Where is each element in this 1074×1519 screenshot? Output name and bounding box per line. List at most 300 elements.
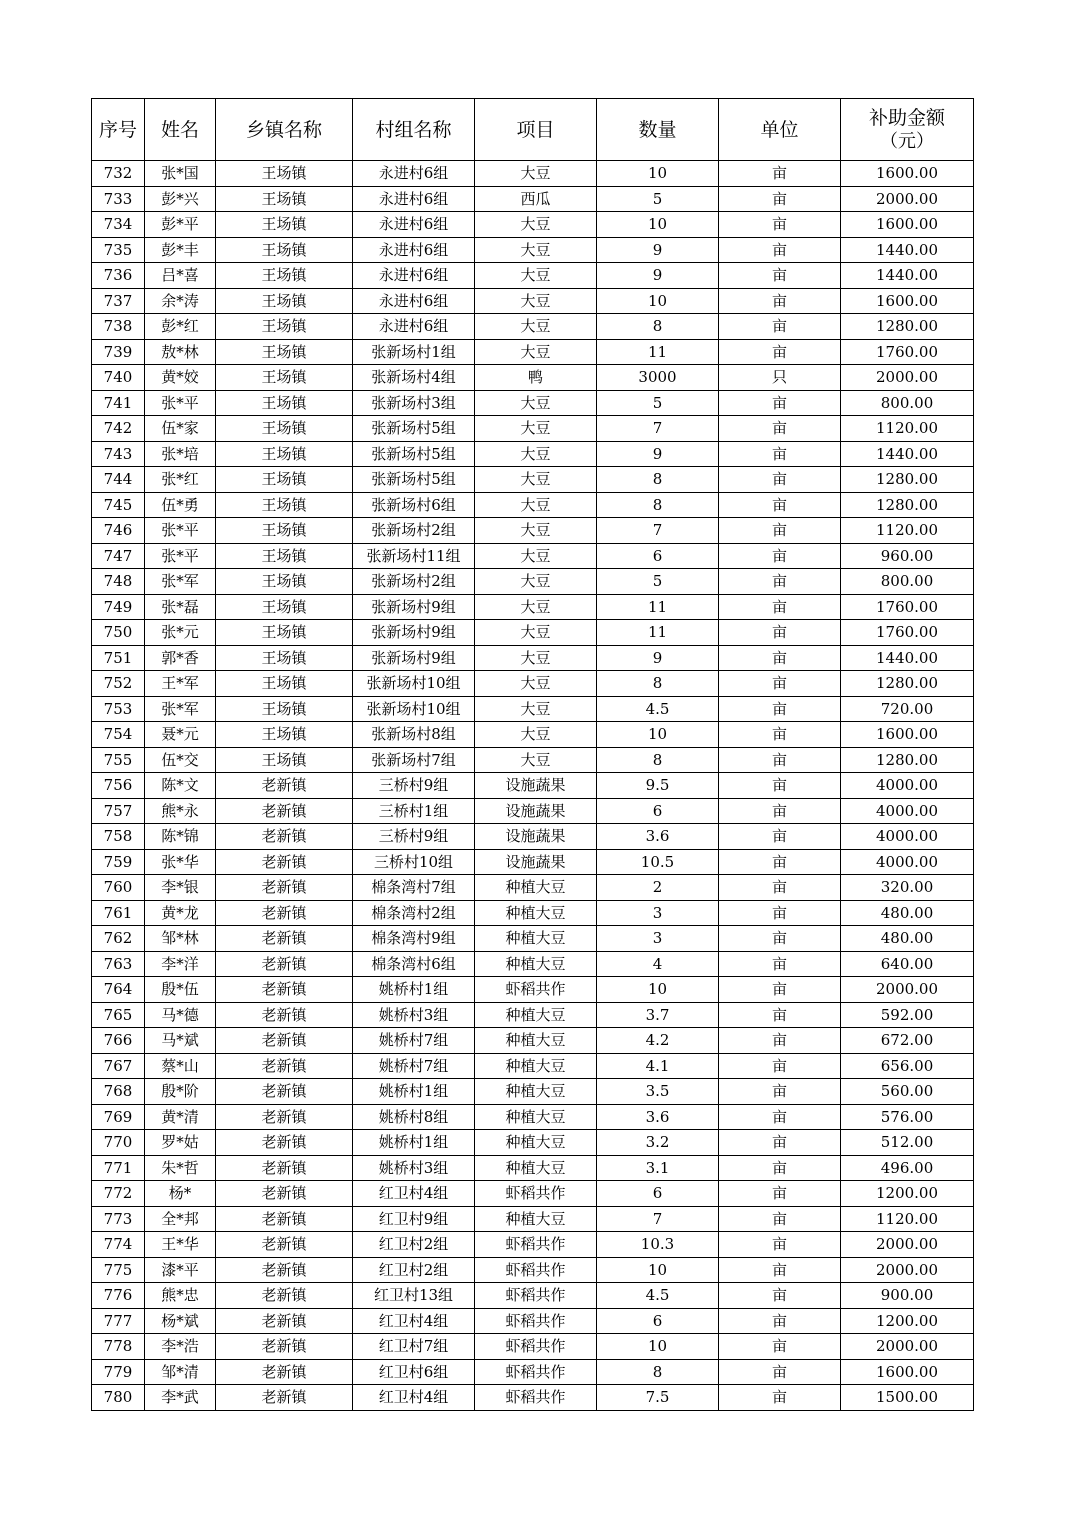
- table-row: [92, 288, 974, 314]
- cell-unit: 亩: [719, 849, 841, 875]
- cell-project: 虾稻共作: [475, 1359, 597, 1385]
- cell-village: 红卫村2组: [353, 1257, 475, 1283]
- cell-quantity: 8: [597, 747, 719, 773]
- cell-project: 大豆: [475, 237, 597, 263]
- cell-project: 大豆: [475, 594, 597, 620]
- table-row: [92, 798, 974, 824]
- cell-amount: 2000.00: [841, 977, 974, 1003]
- cell-unit: 亩: [719, 696, 841, 722]
- cell-village: 张新场村5组: [353, 467, 475, 493]
- cell-village: 红卫村7组: [353, 1334, 475, 1360]
- cell-project: 种植大豆: [475, 1079, 597, 1105]
- cell-index: 776: [92, 1283, 145, 1309]
- cell-index: 746: [92, 518, 145, 544]
- cell-name: 张*元: [145, 620, 216, 646]
- cell-village: 红卫村2组: [353, 1232, 475, 1258]
- cell-town: 老新镇: [216, 1232, 353, 1258]
- cell-project: 虾稻共作: [475, 1334, 597, 1360]
- cell-quantity: 5: [597, 186, 719, 212]
- cell-project: 大豆: [475, 696, 597, 722]
- cell-quantity: 9: [597, 263, 719, 289]
- cell-town: 王场镇: [216, 288, 353, 314]
- cell-town: 王场镇: [216, 696, 353, 722]
- cell-name: 陈*锦: [145, 824, 216, 850]
- cell-quantity: 3.6: [597, 824, 719, 850]
- cell-town: 老新镇: [216, 1181, 353, 1207]
- cell-amount: 656.00: [841, 1053, 974, 1079]
- cell-town: 老新镇: [216, 1283, 353, 1309]
- cell-project: 大豆: [475, 671, 597, 697]
- cell-unit: 亩: [719, 390, 841, 416]
- table-row: [92, 696, 974, 722]
- cell-town: 老新镇: [216, 1334, 353, 1360]
- cell-town: 王场镇: [216, 212, 353, 238]
- cell-unit: 亩: [719, 773, 841, 799]
- cell-unit: 亩: [719, 1359, 841, 1385]
- cell-village: 姚桥村1组: [353, 977, 475, 1003]
- cell-name: 余*涛: [145, 288, 216, 314]
- cell-quantity: 3.7: [597, 1002, 719, 1028]
- cell-village: 张新场村4组: [353, 365, 475, 391]
- table-row: [92, 1257, 974, 1283]
- cell-quantity: 3: [597, 926, 719, 952]
- cell-amount: 1760.00: [841, 339, 974, 365]
- table-row: [92, 824, 974, 850]
- table-row: [92, 1232, 974, 1258]
- cell-town: 老新镇: [216, 1104, 353, 1130]
- col-header-village: 村组名称: [353, 99, 475, 161]
- cell-amount: 1440.00: [841, 237, 974, 263]
- cell-village: 姚桥村7组: [353, 1028, 475, 1054]
- cell-amount: 592.00: [841, 1002, 974, 1028]
- cell-unit: 亩: [719, 620, 841, 646]
- cell-index: 755: [92, 747, 145, 773]
- cell-quantity: 8: [597, 314, 719, 340]
- cell-index: 764: [92, 977, 145, 1003]
- table-row: [92, 314, 974, 340]
- table-row: [92, 722, 974, 748]
- col-header-name: 姓名: [145, 99, 216, 161]
- cell-unit: 亩: [719, 1334, 841, 1360]
- cell-unit: 亩: [719, 1283, 841, 1309]
- cell-village: 红卫村4组: [353, 1308, 475, 1334]
- cell-amount: 320.00: [841, 875, 974, 901]
- cell-amount: 480.00: [841, 900, 974, 926]
- cell-town: 老新镇: [216, 773, 353, 799]
- cell-unit: 亩: [719, 161, 841, 187]
- cell-quantity: 8: [597, 492, 719, 518]
- cell-town: 王场镇: [216, 390, 353, 416]
- header-row: [92, 99, 974, 161]
- cell-project: 虾稻共作: [475, 1232, 597, 1258]
- cell-project: 虾稻共作: [475, 1385, 597, 1411]
- cell-amount: 1280.00: [841, 671, 974, 697]
- cell-name: 王*华: [145, 1232, 216, 1258]
- cell-town: 老新镇: [216, 1079, 353, 1105]
- cell-project: 大豆: [475, 288, 597, 314]
- cell-quantity: 8: [597, 1359, 719, 1385]
- table-row: [92, 492, 974, 518]
- cell-name: 李*武: [145, 1385, 216, 1411]
- cell-name: 张*平: [145, 543, 216, 569]
- table-row: [92, 1334, 974, 1360]
- cell-quantity: 3.5: [597, 1079, 719, 1105]
- cell-village: 永进村6组: [353, 237, 475, 263]
- cell-index: 771: [92, 1155, 145, 1181]
- table-row: [92, 977, 974, 1003]
- cell-name: 黄*龙: [145, 900, 216, 926]
- cell-project: 种植大豆: [475, 1053, 597, 1079]
- cell-unit: 亩: [719, 518, 841, 544]
- cell-town: 王场镇: [216, 467, 353, 493]
- cell-unit: 亩: [719, 1130, 841, 1156]
- cell-unit: 亩: [719, 212, 841, 238]
- table-row: [92, 1206, 974, 1232]
- cell-quantity: 4.2: [597, 1028, 719, 1054]
- cell-project: 大豆: [475, 263, 597, 289]
- cell-town: 王场镇: [216, 441, 353, 467]
- cell-town: 王场镇: [216, 161, 353, 187]
- cell-amount: 1500.00: [841, 1385, 974, 1411]
- cell-quantity: 4.5: [597, 1283, 719, 1309]
- col-header-index: 序号: [92, 99, 145, 161]
- cell-amount: 1280.00: [841, 467, 974, 493]
- cell-amount: 1600.00: [841, 212, 974, 238]
- cell-town: 老新镇: [216, 977, 353, 1003]
- cell-amount: 496.00: [841, 1155, 974, 1181]
- cell-amount: 1440.00: [841, 263, 974, 289]
- cell-town: 老新镇: [216, 1206, 353, 1232]
- cell-amount: 1280.00: [841, 747, 974, 773]
- cell-index: 743: [92, 441, 145, 467]
- cell-town: 王场镇: [216, 722, 353, 748]
- cell-unit: 亩: [719, 1155, 841, 1181]
- cell-quantity: 7: [597, 518, 719, 544]
- cell-project: 大豆: [475, 212, 597, 238]
- col-header-amount: [841, 99, 974, 161]
- cell-quantity: 5: [597, 390, 719, 416]
- cell-town: 老新镇: [216, 1130, 353, 1156]
- table-row: [92, 671, 974, 697]
- cell-town: 老新镇: [216, 926, 353, 952]
- cell-village: 张新场村6组: [353, 492, 475, 518]
- cell-name: 彭*平: [145, 212, 216, 238]
- cell-unit: 亩: [719, 671, 841, 697]
- cell-village: 三桥村10组: [353, 849, 475, 875]
- cell-name: 聂*元: [145, 722, 216, 748]
- cell-amount: 2000.00: [841, 1232, 974, 1258]
- col-header-project: 项目: [475, 99, 597, 161]
- cell-project: 大豆: [475, 518, 597, 544]
- cell-project: 虾稻共作: [475, 1308, 597, 1334]
- col-header-unit: 单位: [719, 99, 841, 161]
- table-row: [92, 1283, 974, 1309]
- cell-unit: 亩: [719, 977, 841, 1003]
- cell-quantity: 3.1: [597, 1155, 719, 1181]
- cell-index: 752: [92, 671, 145, 697]
- cell-amount: 1120.00: [841, 1206, 974, 1232]
- table-row: [92, 365, 974, 391]
- cell-quantity: 10: [597, 288, 719, 314]
- cell-index: 758: [92, 824, 145, 850]
- cell-village: 棉条湾村2组: [353, 900, 475, 926]
- cell-town: 王场镇: [216, 518, 353, 544]
- cell-project: 设施蔬果: [475, 773, 597, 799]
- cell-unit: 亩: [719, 951, 841, 977]
- table-body: [92, 161, 974, 1411]
- cell-project: 大豆: [475, 161, 597, 187]
- cell-index: 759: [92, 849, 145, 875]
- cell-quantity: 3.2: [597, 1130, 719, 1156]
- cell-amount: 720.00: [841, 696, 974, 722]
- cell-index: 766: [92, 1028, 145, 1054]
- cell-project: 大豆: [475, 467, 597, 493]
- cell-amount: 576.00: [841, 1104, 974, 1130]
- cell-quantity: 7: [597, 416, 719, 442]
- cell-name: 张*平: [145, 518, 216, 544]
- cell-town: 老新镇: [216, 824, 353, 850]
- table-row: [92, 263, 974, 289]
- cell-name: 蔡*山: [145, 1053, 216, 1079]
- cell-amount: 800.00: [841, 569, 974, 595]
- table-row: [92, 1181, 974, 1207]
- cell-quantity: 9: [597, 441, 719, 467]
- cell-town: 王场镇: [216, 747, 353, 773]
- cell-quantity: 7: [597, 1206, 719, 1232]
- cell-village: 姚桥村1组: [353, 1079, 475, 1105]
- cell-amount: 1200.00: [841, 1181, 974, 1207]
- cell-index: 778: [92, 1334, 145, 1360]
- table-row: [92, 951, 974, 977]
- cell-amount: 960.00: [841, 543, 974, 569]
- cell-name: 漆*平: [145, 1257, 216, 1283]
- cell-name: 邹*清: [145, 1359, 216, 1385]
- table-row: [92, 1385, 974, 1411]
- cell-project: 鸭: [475, 365, 597, 391]
- cell-name: 朱*哲: [145, 1155, 216, 1181]
- cell-town: 老新镇: [216, 1308, 353, 1334]
- cell-unit: 亩: [719, 288, 841, 314]
- cell-unit: 亩: [719, 645, 841, 671]
- table-row: [92, 212, 974, 238]
- cell-name: 邹*林: [145, 926, 216, 952]
- cell-unit: 亩: [719, 416, 841, 442]
- cell-index: 775: [92, 1257, 145, 1283]
- cell-index: 753: [92, 696, 145, 722]
- cell-unit: 亩: [719, 314, 841, 340]
- cell-name: 李*洋: [145, 951, 216, 977]
- col-header-quantity: 数量: [597, 99, 719, 161]
- cell-name: 熊*忠: [145, 1283, 216, 1309]
- cell-quantity: 6: [597, 543, 719, 569]
- cell-amount: 1280.00: [841, 314, 974, 340]
- cell-index: 751: [92, 645, 145, 671]
- table-row: [92, 390, 974, 416]
- cell-village: 张新场村3组: [353, 390, 475, 416]
- cell-index: 772: [92, 1181, 145, 1207]
- cell-index: 734: [92, 212, 145, 238]
- cell-unit: 亩: [719, 339, 841, 365]
- cell-quantity: 4.5: [597, 696, 719, 722]
- cell-index: 748: [92, 569, 145, 595]
- cell-quantity: 3000: [597, 365, 719, 391]
- cell-quantity: 2: [597, 875, 719, 901]
- cell-name: 马*斌: [145, 1028, 216, 1054]
- cell-village: 姚桥村3组: [353, 1002, 475, 1028]
- table-row: [92, 339, 974, 365]
- cell-name: 彭*丰: [145, 237, 216, 263]
- cell-name: 黄*清: [145, 1104, 216, 1130]
- cell-amount: 4000.00: [841, 773, 974, 799]
- cell-unit: 亩: [719, 900, 841, 926]
- cell-town: 王场镇: [216, 569, 353, 595]
- cell-project: 虾稻共作: [475, 977, 597, 1003]
- cell-index: 742: [92, 416, 145, 442]
- cell-project: 大豆: [475, 747, 597, 773]
- cell-unit: 亩: [719, 492, 841, 518]
- cell-quantity: 10: [597, 212, 719, 238]
- cell-index: 750: [92, 620, 145, 646]
- cell-quantity: 10: [597, 722, 719, 748]
- cell-unit: 只: [719, 365, 841, 391]
- cell-village: 红卫村4组: [353, 1181, 475, 1207]
- cell-index: 747: [92, 543, 145, 569]
- table-row: [92, 1104, 974, 1130]
- cell-name: 殷*阶: [145, 1079, 216, 1105]
- cell-village: 张新场村2组: [353, 518, 475, 544]
- cell-amount: 1600.00: [841, 288, 974, 314]
- cell-index: 736: [92, 263, 145, 289]
- cell-quantity: 6: [597, 798, 719, 824]
- cell-village: 红卫村6组: [353, 1359, 475, 1385]
- cell-unit: 亩: [719, 1028, 841, 1054]
- table-row: [92, 1359, 974, 1385]
- cell-name: 彭*红: [145, 314, 216, 340]
- cell-name: 李*银: [145, 875, 216, 901]
- cell-name: 张*培: [145, 441, 216, 467]
- cell-project: 设施蔬果: [475, 824, 597, 850]
- cell-amount: 2000.00: [841, 365, 974, 391]
- cell-village: 张新场村9组: [353, 645, 475, 671]
- cell-village: 永进村6组: [353, 186, 475, 212]
- cell-project: 种植大豆: [475, 1130, 597, 1156]
- cell-amount: 1600.00: [841, 1359, 974, 1385]
- cell-quantity: 10.5: [597, 849, 719, 875]
- cell-index: 768: [92, 1079, 145, 1105]
- table-row: [92, 875, 974, 901]
- cell-quantity: 10: [597, 1257, 719, 1283]
- cell-quantity: 11: [597, 339, 719, 365]
- cell-project: 西瓜: [475, 186, 597, 212]
- cell-project: 种植大豆: [475, 1104, 597, 1130]
- cell-town: 老新镇: [216, 1053, 353, 1079]
- cell-village: 三桥村1组: [353, 798, 475, 824]
- table-row: [92, 518, 974, 544]
- cell-village: 姚桥村1组: [353, 1130, 475, 1156]
- cell-index: 733: [92, 186, 145, 212]
- cell-village: 姚桥村3组: [353, 1155, 475, 1181]
- cell-index: 738: [92, 314, 145, 340]
- cell-unit: 亩: [719, 1053, 841, 1079]
- subsidy-table: [91, 98, 974, 1411]
- cell-quantity: 10: [597, 1334, 719, 1360]
- cell-amount: 1760.00: [841, 620, 974, 646]
- table-row: [92, 1308, 974, 1334]
- cell-index: 777: [92, 1308, 145, 1334]
- cell-name: 张*军: [145, 569, 216, 595]
- cell-town: 王场镇: [216, 594, 353, 620]
- cell-project: 大豆: [475, 620, 597, 646]
- cell-project: 大豆: [475, 390, 597, 416]
- cell-project: 大豆: [475, 722, 597, 748]
- cell-village: 三桥村9组: [353, 824, 475, 850]
- cell-name: 黄*姣: [145, 365, 216, 391]
- cell-index: 757: [92, 798, 145, 824]
- cell-index: 745: [92, 492, 145, 518]
- cell-quantity: 3.6: [597, 1104, 719, 1130]
- cell-village: 红卫村13组: [353, 1283, 475, 1309]
- cell-amount: 560.00: [841, 1079, 974, 1105]
- cell-unit: 亩: [719, 926, 841, 952]
- cell-village: 张新场村5组: [353, 441, 475, 467]
- col-header-amount-unit: （元）: [880, 130, 934, 152]
- cell-town: 老新镇: [216, 875, 353, 901]
- cell-index: 737: [92, 288, 145, 314]
- cell-index: 780: [92, 1385, 145, 1411]
- table-row: [92, 237, 974, 263]
- cell-amount: 1280.00: [841, 492, 974, 518]
- cell-village: 棉条湾村7组: [353, 875, 475, 901]
- cell-quantity: 11: [597, 594, 719, 620]
- cell-village: 张新场村11组: [353, 543, 475, 569]
- cell-quantity: 10.3: [597, 1232, 719, 1258]
- table-row: [92, 620, 974, 646]
- cell-name: 张*磊: [145, 594, 216, 620]
- cell-amount: 1440.00: [841, 645, 974, 671]
- cell-project: 虾稻共作: [475, 1283, 597, 1309]
- cell-index: 754: [92, 722, 145, 748]
- cell-town: 王场镇: [216, 263, 353, 289]
- cell-amount: 900.00: [841, 1283, 974, 1309]
- cell-name: 全*邦: [145, 1206, 216, 1232]
- cell-quantity: 6: [597, 1181, 719, 1207]
- cell-amount: 640.00: [841, 951, 974, 977]
- cell-amount: 1440.00: [841, 441, 974, 467]
- cell-village: 红卫村9组: [353, 1206, 475, 1232]
- cell-quantity: 9.5: [597, 773, 719, 799]
- cell-unit: 亩: [719, 594, 841, 620]
- cell-amount: 2000.00: [841, 1257, 974, 1283]
- cell-unit: 亩: [719, 543, 841, 569]
- cell-amount: 672.00: [841, 1028, 974, 1054]
- cell-amount: 4000.00: [841, 798, 974, 824]
- cell-name: 敖*林: [145, 339, 216, 365]
- cell-name: 殷*伍: [145, 977, 216, 1003]
- cell-unit: 亩: [719, 1257, 841, 1283]
- cell-town: 王场镇: [216, 620, 353, 646]
- cell-quantity: 8: [597, 671, 719, 697]
- cell-town: 老新镇: [216, 1028, 353, 1054]
- cell-project: 种植大豆: [475, 1155, 597, 1181]
- cell-index: 774: [92, 1232, 145, 1258]
- cell-unit: 亩: [719, 798, 841, 824]
- cell-name: 伍*家: [145, 416, 216, 442]
- cell-amount: 2000.00: [841, 1334, 974, 1360]
- cell-name: 罗*姑: [145, 1130, 216, 1156]
- cell-village: 棉条湾村9组: [353, 926, 475, 952]
- cell-name: 熊*永: [145, 798, 216, 824]
- cell-project: 种植大豆: [475, 951, 597, 977]
